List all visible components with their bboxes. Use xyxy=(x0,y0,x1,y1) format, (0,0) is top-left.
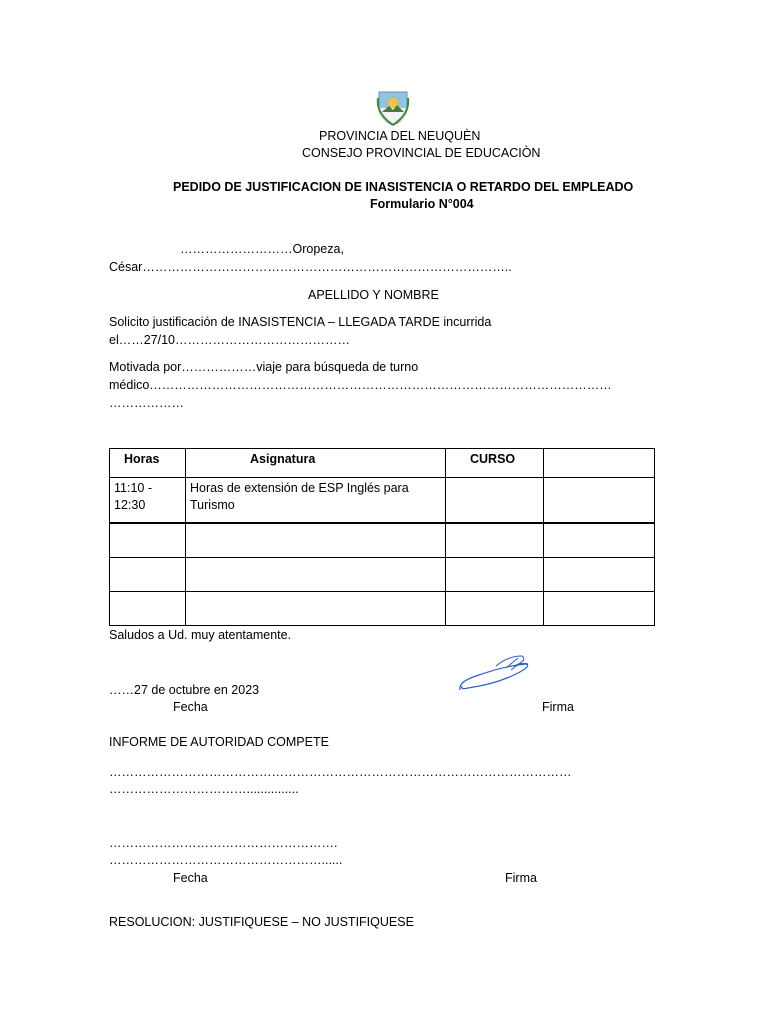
column-header-empty xyxy=(544,449,655,478)
request-line-1: Solicito justificación de INASISTENCIA – LLEGADA TARDE incurrida xyxy=(109,315,492,329)
resolution-line: RESOLUCION: JUSTIFIQUESE – NO JUSTIFIQUESE xyxy=(109,915,414,929)
cell-horas xyxy=(110,523,186,558)
cell-extra xyxy=(544,592,655,626)
table-header-row xyxy=(110,449,655,478)
table-row xyxy=(110,558,655,592)
employee-surname: ………………………Oropeza, xyxy=(180,242,344,256)
reason-line-3: ……………… xyxy=(109,396,184,410)
cell-extra xyxy=(544,478,655,524)
closing-date: ……27 de octubre en 2023 xyxy=(109,683,260,697)
cell-curso xyxy=(446,523,544,558)
column-header-curso: CURSO xyxy=(446,449,544,478)
reason-line-1: Motivada por………………viaje para búsqueda de turno xyxy=(109,360,419,374)
employee-caption: APELLIDO Y NOMBRE xyxy=(308,288,439,302)
form-number: Formulario N°004 xyxy=(370,197,474,211)
cell-asignatura: Horas de extensión de ESP Inglés para Turismo xyxy=(186,478,446,524)
greeting: Saludos a Ud. muy atentamente. xyxy=(109,628,292,642)
schedule-table xyxy=(109,448,655,626)
cell-horas xyxy=(110,592,186,626)
table-row xyxy=(110,478,655,524)
authority-line-3: ………………………………………………. xyxy=(109,836,338,850)
document-title: PEDIDO DE JUSTIFICACION DE INASISTENCIA O RETARDO DEL EMPLEADO xyxy=(173,180,634,194)
cell-horas xyxy=(110,558,186,592)
province-name: PROVINCIA DEL NEUQUÈN xyxy=(319,129,481,143)
column-header-asignatura: Asignatura xyxy=(186,449,446,478)
authority-fecha-label: Fecha xyxy=(173,871,208,885)
cell-asignatura xyxy=(186,523,446,558)
handwritten-signature xyxy=(456,652,536,696)
province-seal-icon xyxy=(376,88,410,126)
cell-curso xyxy=(446,558,544,592)
cell-extra xyxy=(544,558,655,592)
firma-label: Firma xyxy=(542,700,574,714)
authority-line-1: ………………………………………………………………………………………………… xyxy=(109,765,572,779)
cell-curso xyxy=(446,478,544,524)
request-line-2: el……27/10…………………………………… xyxy=(109,333,351,347)
cell-asignatura xyxy=(186,592,446,626)
cell-curso xyxy=(446,592,544,626)
authority-title: INFORME DE AUTORIDAD COMPETE xyxy=(109,735,329,749)
table-row xyxy=(110,523,655,558)
employee-name: César…………………………………………………………………………….. xyxy=(109,260,512,274)
cell-horas: 11:10 - 12:30 xyxy=(110,478,186,524)
council-name: CONSEJO PROVINCIAL DE EDUCACIÒN xyxy=(302,146,541,160)
authority-firma-label: Firma xyxy=(505,871,537,885)
authority-line-4: ……………………………………………...... xyxy=(109,853,343,867)
table-row xyxy=(110,592,655,626)
fecha-label: Fecha xyxy=(173,700,208,714)
column-header-horas: Horas xyxy=(110,449,186,478)
cell-extra xyxy=(544,523,655,558)
authority-line-2: ……………………………............... xyxy=(109,782,299,796)
reason-line-2: médico………………………………………………………………………………………………… xyxy=(109,378,612,392)
cell-asignatura xyxy=(186,558,446,592)
